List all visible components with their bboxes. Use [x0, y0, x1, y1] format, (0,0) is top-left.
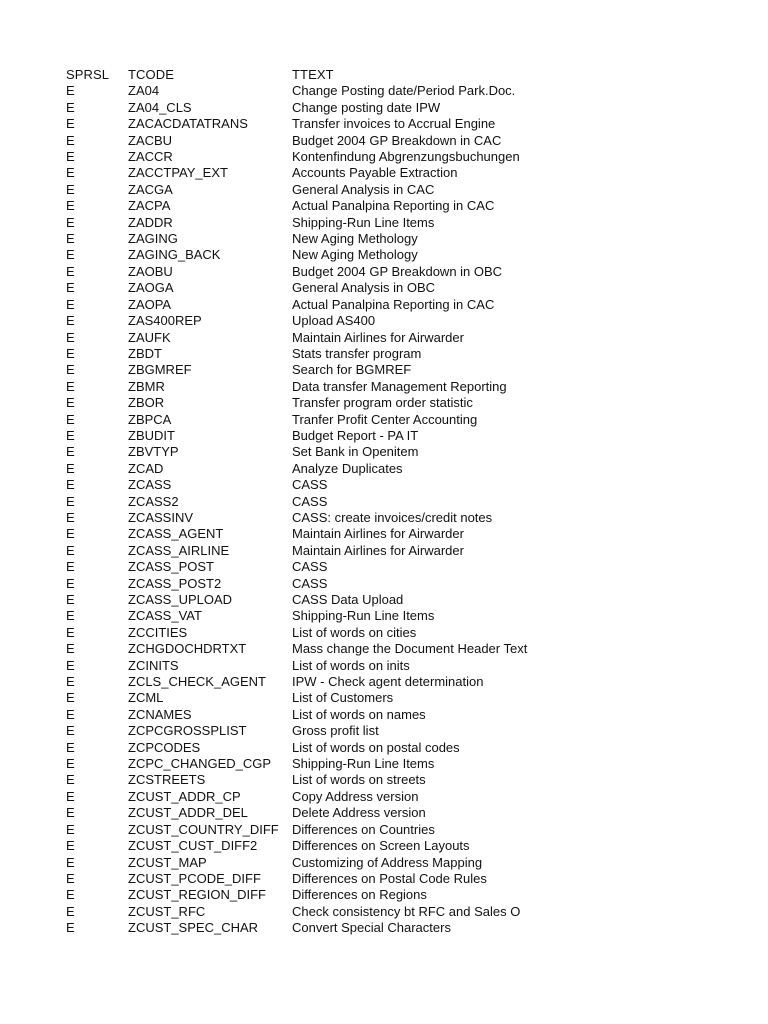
table-row: [66, 231, 746, 247]
cell-ttext: CASS: [292, 559, 328, 575]
cell-ttext: Maintain Airlines for Airwarder: [292, 526, 464, 542]
column-header-tcode: TCODE: [128, 67, 174, 82]
cell-ttext: List of words on inits: [292, 657, 410, 673]
cell-tcode: ZCINITS: [128, 657, 179, 673]
cell-ttext: Mass change the Document Header Text: [292, 641, 528, 657]
table-row: [66, 904, 746, 920]
cell-tcode: ZACBU: [128, 132, 173, 148]
cell-ttext: List of Customers: [292, 690, 394, 706]
cell-ttext: Copy Address version: [292, 788, 419, 804]
cell-tcode: ZCASS_UPLOAD: [128, 592, 233, 607]
cell-ttext: CASS: create invoices/credit notes: [292, 509, 493, 525]
cell-sprsl: E: [66, 395, 75, 411]
cell-tcode: ZCUST_CUST_DIFF2: [128, 838, 258, 854]
cell-sprsl: E: [66, 657, 75, 673]
cell-ttext: CASS: [292, 493, 328, 509]
cell-tcode: ZCASS: [128, 477, 172, 493]
table-row: [66, 543, 746, 559]
cell-sprsl: E: [66, 608, 75, 624]
table-row: [66, 920, 746, 936]
cell-sprsl: E: [66, 329, 75, 345]
table-row: [66, 756, 746, 772]
cell-tcode: ZAGING_BACK: [128, 247, 221, 263]
cell-sprsl: E: [66, 772, 75, 788]
cell-sprsl: E: [66, 756, 75, 772]
table-row: [66, 838, 746, 854]
cell-ttext: New Aging Methology: [292, 231, 418, 247]
cell-ttext: Transfer invoices to Accrual Engine: [292, 116, 496, 132]
cell-ttext: Tranfer Profit Center Accounting: [292, 411, 478, 427]
table-row: [66, 100, 746, 116]
table-row: [66, 740, 746, 756]
cell-tcode: ZCLS_CHECK_AGENT: [128, 674, 266, 690]
cell-sprsl: E: [66, 427, 75, 443]
table-row: [66, 428, 746, 444]
cell-ttext: Convert Special Characters: [292, 920, 451, 936]
cell-ttext: Actual Panalpina Reporting in CAC: [292, 296, 495, 312]
table-row: [66, 674, 746, 690]
cell-ttext: Shipping-Run Line Items: [292, 214, 435, 230]
cell-ttext: Change posting date IPW: [292, 99, 441, 115]
table-row: [66, 346, 746, 362]
cell-tcode: ZACCR: [128, 149, 173, 165]
cell-tcode: ZADDR: [128, 214, 173, 230]
cell-ttext: Budget 2004 GP Breakdown in OBC: [292, 263, 503, 279]
table-row: [66, 247, 746, 263]
cell-ttext: Stats transfer program: [292, 345, 422, 361]
table-row: [66, 165, 746, 181]
cell-tcode: ZCUST_PCODE_DIFF: [128, 870, 261, 886]
cell-tcode: ZAOGA: [128, 280, 174, 296]
table-row: [66, 871, 746, 887]
cell-sprsl: E: [66, 362, 75, 378]
table-row: [66, 297, 746, 313]
table-row: [66, 559, 746, 575]
cell-tcode: ZCASS_POST2: [128, 575, 222, 591]
cell-tcode: ZBPCA: [128, 411, 172, 427]
cell-ttext: Set Bank in Openitem: [292, 444, 419, 460]
cell-tcode: ZCNAMES: [128, 706, 192, 722]
cell-ttext: Delete Address version: [292, 805, 426, 821]
cell-sprsl: E: [66, 477, 75, 493]
cell-ttext: Shipping-Run Line Items: [292, 608, 435, 624]
cell-sprsl: E: [66, 788, 75, 804]
cell-tcode: ZBOR: [128, 395, 165, 411]
table-row: [66, 280, 746, 296]
cell-sprsl: E: [66, 526, 75, 542]
table-row: [66, 690, 746, 706]
cell-sprsl: E: [66, 592, 75, 607]
cell-sprsl: E: [66, 723, 75, 739]
cell-sprsl: E: [66, 280, 75, 296]
cell-ttext: Maintain Airlines for Airwarder: [292, 542, 464, 558]
cell-tcode: ZCPC_CHANGED_CGP: [128, 756, 272, 772]
cell-sprsl: E: [66, 920, 75, 936]
table-row: [66, 395, 746, 411]
cell-sprsl: E: [66, 116, 75, 132]
cell-tcode: ZACGA: [128, 181, 173, 197]
cell-ttext: Accounts Payable Extraction: [292, 165, 458, 181]
cell-tcode: ZCPCGROSSPLIST: [128, 723, 247, 739]
cell-sprsl: E: [66, 181, 75, 197]
cell-ttext: List of words on streets: [292, 772, 426, 788]
cell-tcode: ZA04: [128, 83, 160, 99]
cell-tcode: ZACACDATATRANS: [128, 116, 248, 132]
cell-sprsl: E: [66, 674, 75, 690]
table-row: [66, 330, 746, 346]
cell-tcode: ZCAD: [128, 460, 164, 476]
cell-ttext: General Analysis in CAC: [292, 181, 435, 197]
cell-tcode: ZBVTYP: [128, 444, 179, 460]
cell-ttext: Differences on Regions: [292, 887, 427, 903]
cell-sprsl: E: [66, 887, 75, 903]
cell-sprsl: E: [66, 99, 75, 115]
cell-tcode: ZCPCODES: [128, 739, 201, 755]
table-row: [66, 477, 746, 493]
cell-ttext: Differences on Postal Code Rules: [292, 870, 487, 886]
cell-sprsl: E: [66, 706, 75, 722]
table-row: [66, 83, 746, 99]
table-row: [66, 707, 746, 723]
cell-ttext: Maintain Airlines for Airwarder: [292, 329, 464, 345]
cell-ttext: Differences on Screen Layouts: [292, 838, 470, 854]
table-row: [66, 444, 746, 460]
cell-sprsl: E: [66, 345, 75, 361]
transaction-code-table: [66, 67, 746, 937]
cell-ttext: Kontenfindung Abgrenzungsbuchungen: [292, 149, 520, 165]
table-row: [66, 805, 746, 821]
cell-ttext: Check consistency bt RFC and Sales O: [292, 903, 521, 919]
cell-sprsl: E: [66, 165, 75, 181]
table-row: [66, 772, 746, 788]
cell-sprsl: E: [66, 870, 75, 886]
cell-ttext: Change Posting date/Period Park.Doc.: [292, 83, 516, 99]
table-row: [66, 379, 746, 395]
table-row: [66, 133, 746, 149]
cell-tcode: ZCASS2: [128, 493, 179, 509]
table-row: [66, 264, 746, 280]
cell-ttext: Budget Report - PA IT: [292, 427, 419, 443]
table-row: [66, 608, 746, 624]
table-row: [66, 822, 746, 838]
cell-sprsl: E: [66, 231, 75, 247]
cell-sprsl: E: [66, 821, 75, 837]
cell-tcode: ZA04_CLS: [128, 99, 192, 115]
cell-tcode: ZCASS_AGENT: [128, 526, 224, 542]
table-row: [66, 461, 746, 477]
cell-ttext: CASS: [292, 575, 328, 591]
table-row: [66, 658, 746, 674]
cell-sprsl: E: [66, 444, 75, 460]
cell-tcode: ZCCITIES: [128, 624, 188, 640]
cell-ttext: Actual Panalpina Reporting in CAC: [292, 198, 495, 214]
cell-sprsl: E: [66, 411, 75, 427]
table-row: [66, 116, 746, 132]
cell-ttext: List of words on names: [292, 706, 426, 722]
cell-sprsl: E: [66, 509, 75, 525]
table-row: [66, 592, 746, 608]
table-row: [66, 625, 746, 641]
cell-ttext: New Aging Methology: [292, 247, 418, 263]
cell-sprsl: E: [66, 624, 75, 640]
cell-tcode: ZCHGDOCHDRTXT: [128, 641, 247, 657]
table-row: [66, 182, 746, 198]
cell-sprsl: E: [66, 739, 75, 755]
table-row: [66, 789, 746, 805]
cell-tcode: ZBDT: [128, 345, 162, 361]
table-row: [66, 510, 746, 526]
cell-ttext: Customizing of Address Mapping: [292, 854, 483, 870]
cell-sprsl: E: [66, 83, 75, 99]
cell-tcode: ZCSTREETS: [128, 772, 206, 788]
cell-sprsl: E: [66, 378, 75, 394]
table-row: [66, 362, 746, 378]
cell-sprsl: E: [66, 903, 75, 919]
cell-sprsl: E: [66, 247, 75, 263]
cell-tcode: ZCUST_MAP: [128, 854, 207, 870]
cell-ttext: CASS Data Upload: [292, 592, 404, 607]
column-header-sprsl: SPRSL: [66, 67, 110, 82]
column-header-ttext: TTEXT: [292, 67, 334, 82]
cell-tcode: ZCASS_POST: [128, 559, 214, 575]
cell-ttext: Transfer program order statistic: [292, 395, 473, 411]
cell-sprsl: E: [66, 559, 75, 575]
cell-ttext: Budget 2004 GP Breakdown in CAC: [292, 132, 502, 148]
table-row: [66, 887, 746, 903]
table-row: [66, 412, 746, 428]
cell-sprsl: E: [66, 575, 75, 591]
cell-sprsl: E: [66, 460, 75, 476]
cell-ttext: CASS: [292, 477, 328, 493]
cell-ttext: Search for BGMREF: [292, 362, 412, 378]
cell-tcode: ZCASS_VAT: [128, 608, 202, 624]
cell-sprsl: E: [66, 838, 75, 854]
cell-tcode: ZCASSINV: [128, 509, 194, 525]
cell-tcode: ZAOPA: [128, 296, 172, 312]
table-body: [66, 83, 746, 936]
cell-tcode: ZAOBU: [128, 263, 173, 279]
table-row: [66, 723, 746, 739]
cell-sprsl: E: [66, 690, 75, 706]
cell-tcode: ZCUST_ADDR_DEL: [128, 805, 248, 821]
table-row: [66, 149, 746, 165]
cell-tcode: ZAGING: [128, 231, 178, 247]
cell-tcode: ZAUFK: [128, 329, 171, 345]
cell-ttext: Differences on Countries: [292, 821, 435, 837]
cell-sprsl: E: [66, 542, 75, 558]
cell-tcode: ZBMR: [128, 378, 165, 394]
cell-sprsl: E: [66, 214, 75, 230]
cell-sprsl: E: [66, 805, 75, 821]
table-header-row: [66, 67, 746, 83]
cell-sprsl: E: [66, 313, 75, 329]
cell-sprsl: E: [66, 493, 75, 509]
cell-ttext: List of words on cities: [292, 624, 417, 640]
cell-sprsl: E: [66, 198, 75, 214]
cell-tcode: ZCASS_AIRLINE: [128, 542, 230, 558]
cell-ttext: List of words on postal codes: [292, 739, 460, 755]
cell-ttext: Data transfer Management Reporting: [292, 378, 507, 394]
table-row: [66, 494, 746, 510]
table-row: [66, 215, 746, 231]
cell-tcode: ZCUST_REGION_DIFF: [128, 887, 266, 903]
cell-tcode: ZAS400REP: [128, 313, 202, 329]
table-row: [66, 641, 746, 657]
cell-ttext: General Analysis in OBC: [292, 280, 436, 296]
cell-sprsl: E: [66, 132, 75, 148]
cell-ttext: IPW - Check agent determination: [292, 674, 484, 690]
cell-ttext: Analyze Duplicates: [292, 460, 403, 476]
cell-tcode: ZCUST_RFC: [128, 903, 206, 919]
cell-ttext: Gross profit list: [292, 723, 379, 739]
cell-ttext: Upload AS400: [292, 313, 376, 329]
table-row: [66, 526, 746, 542]
cell-sprsl: E: [66, 296, 75, 312]
cell-sprsl: E: [66, 641, 75, 657]
table-row: [66, 576, 746, 592]
cell-sprsl: E: [66, 854, 75, 870]
cell-tcode: ZBUDIT: [128, 427, 175, 443]
cell-tcode: ZCML: [128, 690, 164, 706]
cell-tcode: ZBGMREF: [128, 362, 192, 378]
cell-tcode: ZACPA: [128, 198, 171, 214]
table-row: [66, 198, 746, 214]
cell-ttext: Shipping-Run Line Items: [292, 756, 435, 772]
table-row: [66, 855, 746, 871]
cell-sprsl: E: [66, 263, 75, 279]
cell-tcode: ZCUST_ADDR_CP: [128, 788, 241, 804]
cell-tcode: ZACCTPAY_EXT: [128, 165, 228, 181]
table-row: [66, 313, 746, 329]
cell-tcode: ZCUST_COUNTRY_DIFF: [128, 821, 279, 837]
cell-sprsl: E: [66, 149, 75, 165]
cell-tcode: ZCUST_SPEC_CHAR: [128, 920, 259, 936]
